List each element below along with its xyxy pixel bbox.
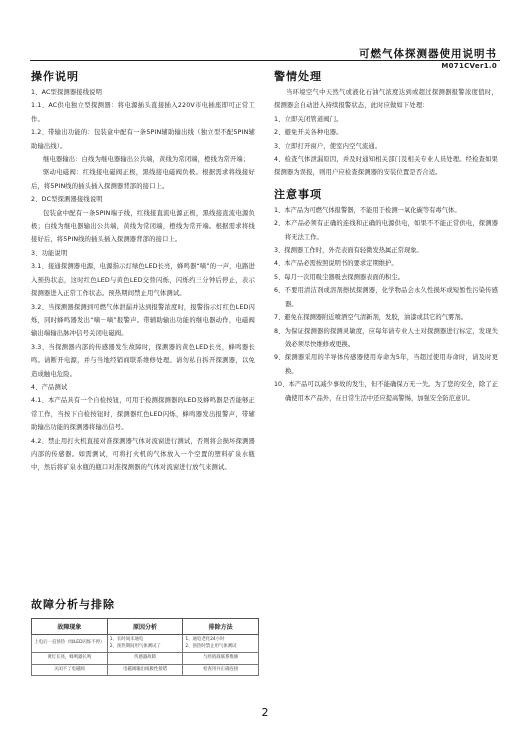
table-row bbox=[32, 635, 259, 653]
paragraph: 驱动电磁阀：红线接电磁阀正极，黑线接电磁阀负极。根据需求将线接好后，将5PIN线的插头插入探测器背部的接口上。 bbox=[31, 169, 255, 190]
precaution-item: 2、本产品必须有正确的连线和正确的电源供电，如果不不能正常供电，探测器将无法工作。 bbox=[274, 220, 498, 241]
precautions-heading: 注意事项 bbox=[274, 187, 322, 201]
paragraph: 2、DC型探测器接线说明 bbox=[31, 196, 103, 204]
right-column bbox=[274, 68, 498, 405]
alarm-handling-heading: 警情处理 bbox=[274, 70, 322, 83]
table-header-cell: 故障现象 bbox=[32, 619, 108, 635]
paragraph: 包装盒中配有一条5PIN端子线，红线接直流电源正极，黑线接直流电源负极；白线为继电器输出公共端，黄线为常闭端，橙线为常开端。根据需求将线接好后，将5PIN线的插头插入探测器背部的接口上。 bbox=[31, 209, 255, 244]
paragraph: 4.2、禁止用打火机直接对准探测器气体对流窗进行测试，否则将会损坏探测器内部的传感器。如需测试，可将打火机的气体放入一个空置的塑料矿泉水瓶中，然后将矿泉水瓶的瓶口对准探测器的气体对流窗进行放气来测试。 bbox=[31, 437, 255, 472]
troubleshooting-table bbox=[31, 618, 259, 676]
paragraph: 1.2、带输出功能的：包装盒中配有一条5PIN辅助输出线（独立型不配5PIN辅助输出线）。 bbox=[31, 129, 255, 150]
precaution-item: 9、探测器采用的半导体传感器使用寿命为5年，当超过使用寿命时，请及时更换。 bbox=[274, 354, 498, 375]
precaution-item: 1、本产品为可燃气体报警器，不能用于检测一氧化碳等有毒气体。 bbox=[274, 206, 461, 214]
page-header bbox=[0, 0, 530, 70]
manual-title: 可燃气体探测器使用说明书 bbox=[359, 48, 497, 60]
table-cell: 上电后一直预热（绿LED闪烁不停） bbox=[32, 635, 108, 653]
table-cell: 关闭不了电磁阀 bbox=[32, 664, 108, 676]
paragraph: 3.3、当探测器内部的传感器发生故障时，探测器的黄色LED长亮，蜂鸣器长鸣。请断开电源，并与当地经销商联系维修处理。请勿私自拆开探测器，以免造成触电危险。 bbox=[31, 343, 255, 378]
table-cell: 与经销商联系维修 bbox=[183, 653, 259, 665]
precaution-item: 5、每月一次用吸尘器吸去探测器表面的积尘。 bbox=[274, 273, 404, 281]
paragraph: 3.2、当探测器探测到可燃气体泄漏并达到报警浓度时，报警指示灯红色LED闪烁，同时蜂鸣器发出“嘀－嘀”报警声。带辅助输出功能的继电器动作，电磁阀输出端输出脉冲信号关闭电磁阀。 bbox=[31, 303, 255, 338]
paragraph: 1.1、AC供电独立型探测器：将电源插头直接插入220V市电插座即可正常工作。 bbox=[31, 102, 255, 123]
version-code: M071CVer1.0 bbox=[441, 62, 497, 70]
table-cell: 传感器故障 bbox=[107, 653, 183, 665]
paragraph: 4、产品测试 bbox=[31, 383, 68, 391]
paragraph: 继电器输出：白线为继电器输出公共端，黄线为常闭端，橙线为常开端； bbox=[43, 156, 250, 164]
paragraph: 4、检查气体泄漏原因，并及时通知相关部门及相关专业人员处理。经检查如果探测器为误报，则用户应检查探测器的安装位置是否合适。 bbox=[274, 156, 498, 177]
table-cell: 检查用并正确连接 bbox=[183, 664, 259, 676]
table-cell: 1、通电老化24小时 2、预热时禁止用气体测试 bbox=[183, 635, 259, 653]
paragraph: 当环境空气中天然气或液化石油气浓度达到或超过探测器报警浓度值时，探测器会自动进入持续报警状态，此时应做如下处理： bbox=[274, 89, 498, 110]
precaution-item: 4、本产品必需按照说明书的要求定期维护。 bbox=[274, 260, 398, 268]
table-row bbox=[32, 664, 259, 676]
page-number: 2 bbox=[261, 706, 269, 719]
operation-heading: 操作说明 bbox=[31, 70, 79, 83]
table-cell: 黄灯长亮，蜂鸣器长鸣 bbox=[32, 653, 108, 665]
table-header-cell: 排除方法 bbox=[183, 619, 259, 635]
paragraph: 1、AC型探测器接线说明 bbox=[31, 89, 103, 96]
table-cell: 1、长时间未通电 2、预热期间用气体测试了 bbox=[107, 635, 183, 653]
paragraph: 3.1、接通探测器电源，电源指示灯绿色LED长亮，蜂鸣器“嘀”的一声，电路进入预热状态，这时红色LED与黄色LED交替闪烁，闪烁约三分钟后停止，表示探测器进入正常工作状态。预热期间禁止用气体测试。 bbox=[31, 263, 255, 298]
precaution-item: 7、避免在探测器附近喷洒空气清新剂，发胶，油漆或其它的气雾剂。 bbox=[274, 314, 467, 322]
troubleshooting-heading: 故障分析与排除 bbox=[31, 598, 115, 611]
alarm-handling-body bbox=[274, 86, 498, 180]
left-column bbox=[31, 68, 255, 475]
troubleshooting-section bbox=[31, 596, 255, 676]
table-cell: 电磁阀输出线极性接错 bbox=[107, 664, 183, 676]
paragraph: 3、功能说明 bbox=[31, 249, 68, 257]
operation-body bbox=[31, 86, 255, 475]
paragraph: 2、避免开关各种电器。 bbox=[274, 129, 343, 137]
table-header-cell: 原因分析 bbox=[107, 619, 183, 635]
precautions-list bbox=[274, 204, 498, 405]
precaution-item: 8、为保证探测器的探测灵敏度，应每年请专业人士对探测器进行标定，发现失效必须尽快维修或更换。 bbox=[274, 327, 498, 348]
header-divider bbox=[30, 60, 500, 61]
table-row bbox=[32, 653, 259, 665]
paragraph: 1、立即关闭管道阀门。 bbox=[274, 115, 343, 123]
precaution-item: 10、本产品可以减少事故的发生，但不能确保万无一失。为了您的安全，除了正确使用本产品外，在日常生活中还应提高警惕，加强安全防范意识。 bbox=[274, 381, 498, 402]
paragraph: 3、立即打开窗户，使室内空气流通。 bbox=[274, 142, 382, 150]
precaution-item: 3、探测器工作时，外壳表面有轻微发热属正常现象。 bbox=[274, 247, 423, 255]
precaution-item: 6、不要用清洁剂或溶剂擦拭探测器，化学物品会永久性损坏或短暂性污染传感器。 bbox=[274, 287, 498, 308]
paragraph: 4.1、本产品具有一个自检按钮，可用于检测探测器的LED及蜂鸣器是否能够正常工作，当按下自检按钮时，探测器红色LED闪烁，蜂鸣器发出报警声，带辅助输出功能的探测器将输出信号。 bbox=[31, 397, 255, 432]
